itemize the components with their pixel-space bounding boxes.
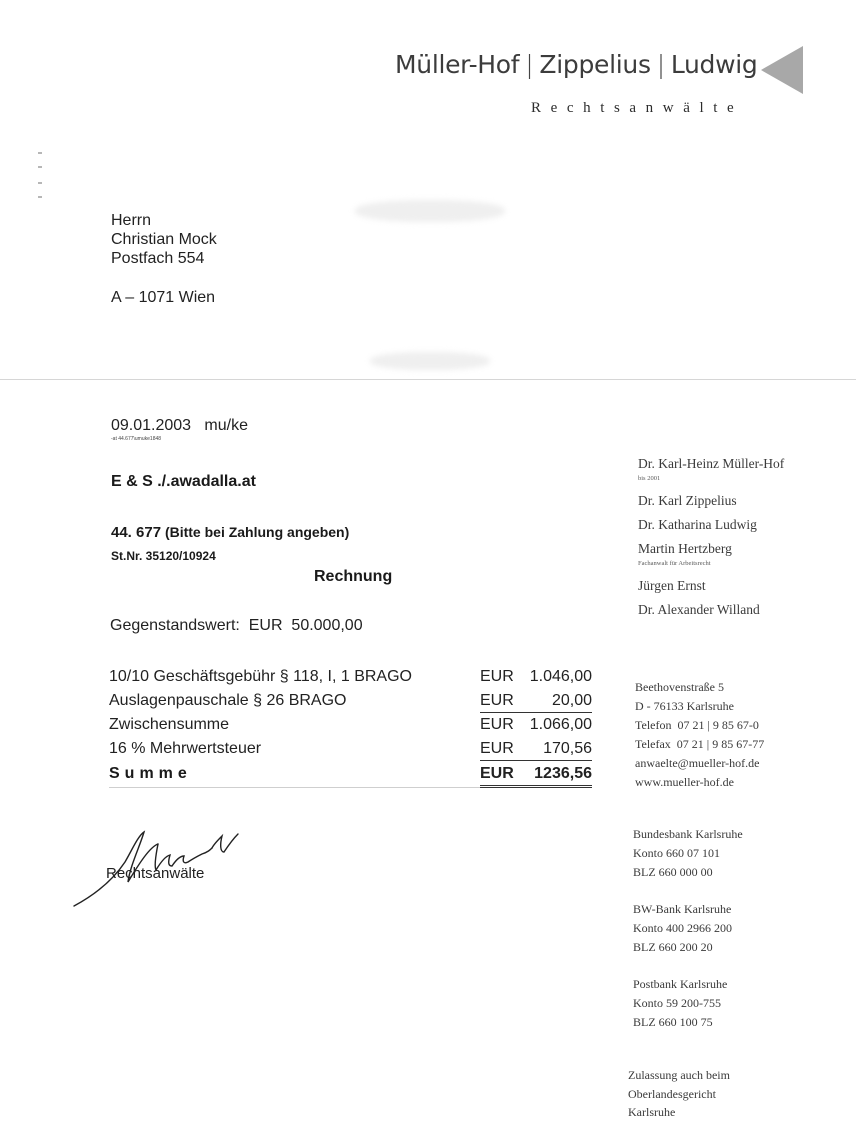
bank-blz: BLZ 660 100 75	[633, 1015, 713, 1029]
total-amount	[480, 765, 592, 788]
letter-date	[111, 417, 248, 435]
scan-edge-mark	[38, 152, 42, 154]
partner-name: Dr. Alexander Willand	[638, 602, 760, 617]
line-item-label: Zwischensumme	[109, 716, 230, 733]
firm-logo-triangle-icon	[761, 46, 803, 94]
signature-label: Rechtsanwälte	[106, 865, 205, 882]
partner-name: Dr. Katharina Ludwig	[638, 517, 757, 532]
scan-edge-mark	[38, 166, 42, 168]
bank-name: BW-Bank Karlsruhe	[633, 902, 732, 916]
line-item-value: 1.066,00	[529, 716, 592, 733]
line-item-value: 170,56	[543, 740, 592, 757]
subject-value: Gegenstandswert: EUR 50.000,00	[110, 617, 363, 634]
scan-smudge	[355, 200, 505, 222]
partner-name: Jürgen Ernst	[638, 578, 706, 593]
contact-web: www.mueller-hof.de	[635, 775, 734, 789]
bank-account: Konto 400 2966 200	[633, 921, 732, 935]
recipient-salutation: Herrn	[111, 212, 152, 229]
invoice-number: 44. 677	[111, 524, 162, 541]
bank-account: Konto 59 200-755	[633, 996, 721, 1010]
line-item-currency: EUR	[480, 668, 514, 685]
line-item-label: 10/10 Geschäftsgebühr § 118, I, 1 BRAGO	[109, 668, 412, 685]
partner-name: Dr. Karl-Heinz Müller-Hof	[638, 456, 785, 471]
total-label: Summe	[109, 765, 192, 782]
date-value: 09.01.2003	[111, 417, 192, 434]
firm-separator: |	[656, 50, 665, 79]
admission-line: Zulassung auch beim	[628, 1068, 730, 1082]
recipient-street: Postfach 554	[111, 250, 205, 267]
bank-name: Bundesbank Karlsruhe	[633, 827, 743, 841]
bank-blz: BLZ 660 200 20	[633, 940, 713, 954]
line-item-label: 16 % Mehrwertsteuer	[109, 740, 262, 757]
file-reference: -at 44.677\umuke1848	[111, 436, 162, 442]
line-item-currency: EUR	[480, 740, 514, 757]
partner-name: Dr. Karl Zippelius	[638, 493, 737, 508]
firm-name-1: Müller-Hof	[395, 50, 520, 79]
contact-fax: Telefax 07 21 | 9 85 67-77	[635, 737, 765, 751]
partner-name: Martin Hertzberg	[638, 541, 732, 556]
partner-note: Fachanwalt für Arbeitsrecht	[638, 560, 711, 567]
invoice-number-line	[111, 524, 349, 541]
scan-edge-mark	[38, 182, 42, 184]
invoice-number-note: (Bitte bei Zahlung angeben)	[164, 524, 350, 540]
bank-name: Postbank Karlsruhe	[633, 977, 728, 991]
scan-edge-mark	[38, 196, 42, 198]
admission-line: Oberlandesgericht	[628, 1087, 716, 1101]
case-subject: E & S ./.awadalla.at	[111, 473, 256, 490]
line-item-currency: EUR	[480, 692, 514, 709]
scan-smudge	[370, 352, 490, 370]
fold-line	[0, 379, 856, 380]
line-item-currency: EUR	[480, 716, 514, 733]
tax-number: St.Nr. 35120/10924	[111, 549, 216, 563]
firm-name	[395, 50, 757, 79]
recipient-city: A – 1071 Wien	[111, 289, 216, 306]
line-item-amount	[480, 740, 592, 761]
line-item-value: 1.046,00	[529, 668, 592, 685]
total-currency: EUR	[480, 765, 514, 782]
total-value: 1236,56	[534, 765, 592, 782]
bank-blz: BLZ 660 000 00	[633, 865, 713, 879]
author-initials: mu/ke	[204, 417, 248, 434]
firm-subtitle: Rechtsanwälte	[531, 100, 744, 116]
admission-line: Karlsruhe	[628, 1105, 676, 1119]
invoice-heading: Rechnung	[314, 568, 393, 585]
line-item-label: Auslagenpauschale § 26 BRAGO	[109, 692, 347, 709]
partner-note: bis 2001	[638, 475, 661, 482]
contact-city: D - 76133 Karlsruhe	[635, 699, 734, 713]
recipient-name: Christian Mock	[111, 231, 217, 248]
bank-account: Konto 660 07 101	[633, 846, 720, 860]
firm-name-2: Zippelius	[539, 50, 651, 79]
contact-email: anwaelte@mueller-hof.de	[635, 756, 760, 770]
line-item-amount	[480, 692, 592, 713]
firm-separator: |	[525, 50, 534, 79]
contact-street: Beethovenstraße 5	[635, 680, 724, 694]
contact-phone: Telefon 07 21 | 9 85 67-0	[635, 718, 759, 732]
firm-name-3: Ludwig	[670, 50, 758, 79]
line-item-value: 20,00	[551, 692, 592, 709]
